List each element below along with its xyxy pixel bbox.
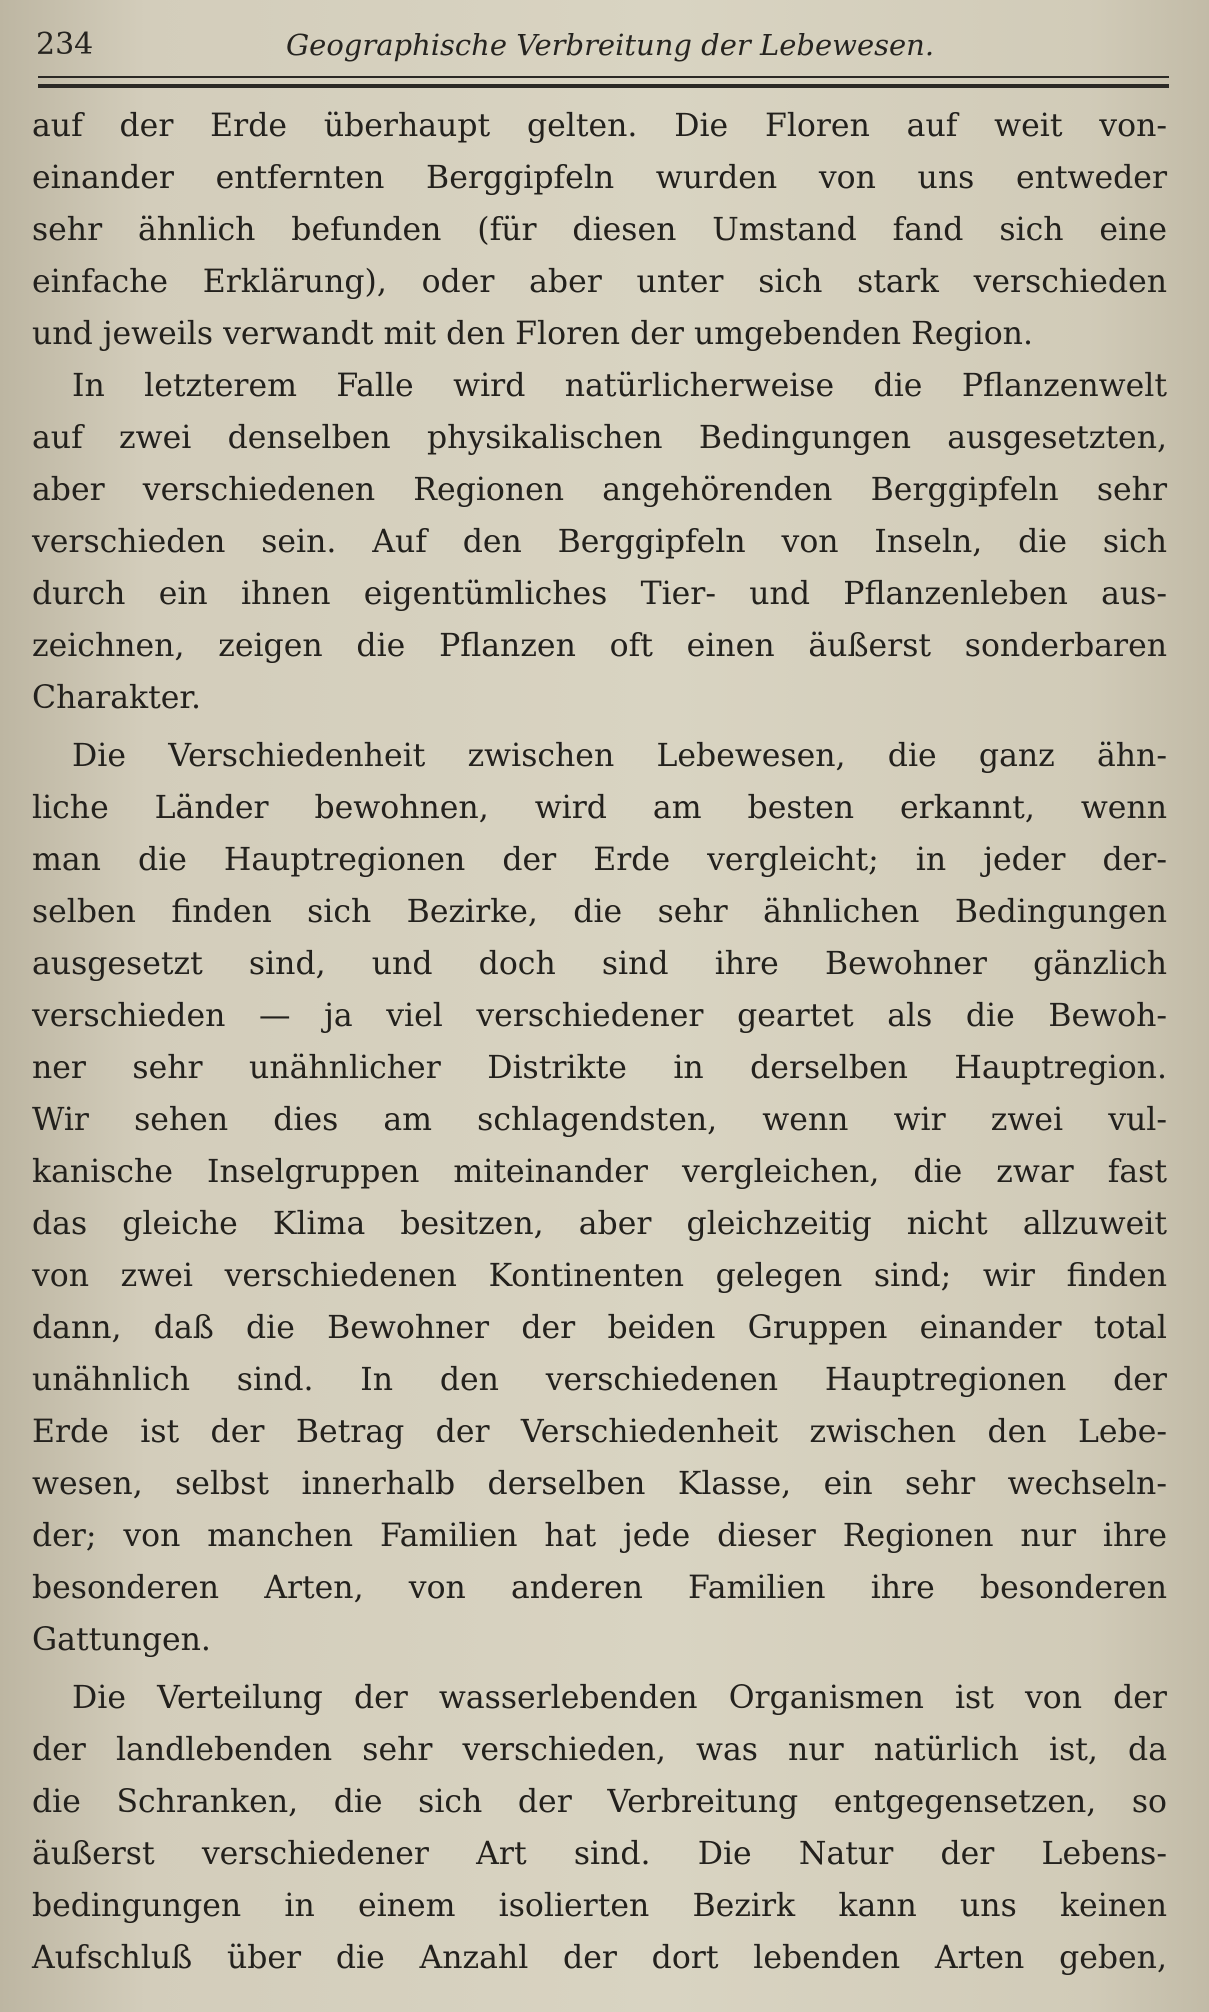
text-line: wesen, selbst innerhalb derselben Klasse, ein sehr wechseln- <box>32 1466 1167 1502</box>
text-line: einfache Erklärung), oder aber unter sich stark verschieden <box>32 264 1167 300</box>
text-line: Die Verteilung der wasserlebenden Organismen ist von der <box>72 1680 1167 1716</box>
text-line: selben finden sich Bezirke, die sehr ähnlichen Bedingungen <box>32 894 1167 930</box>
text-line: dann, daß die Bewohner der beiden Gruppen einander total <box>32 1310 1167 1346</box>
paragraph <box>32 360 1167 724</box>
text-line: Aufschluß über die Anzahl der dort lebenden Arten geben, <box>32 1940 1167 1976</box>
text-line: von zwei verschiedenen Kontinenten gelegen sind; wir finden <box>32 1258 1167 1294</box>
text-line: und jeweils verwandt mit den Floren der umgebenden Region. <box>32 316 1033 352</box>
page-header <box>36 20 1169 70</box>
text-line: Erde ist der Betrag der Verschiedenheit zwischen den Lebe- <box>32 1414 1167 1450</box>
header-rule-thin <box>38 76 1169 78</box>
text-line: sehr ähnlich befunden (für diesen Umstand fand sich eine <box>32 212 1167 248</box>
text-line: auf zwei denselben physikalischen Bedingungen ausgesetzten, <box>32 420 1167 456</box>
text-line: verschieden — ja viel verschiedener geartet als die Bewoh- <box>32 998 1167 1034</box>
text-line: durch ein ihnen eigentümliches Tier- und Pflanzenleben aus- <box>32 576 1167 612</box>
text-line: der landlebenden sehr verschieden, was nur natürlich ist, da <box>32 1732 1167 1768</box>
running-head: Geographische Verbreitung der Lebewesen. <box>286 28 935 62</box>
paragraph <box>32 730 1167 1666</box>
text-line: besonderen Arten, von anderen Familien ihre besonderen <box>32 1570 1167 1606</box>
text-line: Charakter. <box>32 680 202 716</box>
text-line: Die Verschiedenheit zwischen Lebewesen, die ganz ähn- <box>72 738 1167 774</box>
body-text <box>32 100 1167 1984</box>
header-rule-thick <box>38 84 1169 88</box>
text-line: äußerst verschiedener Art sind. Die Natur der Lebens- <box>32 1836 1167 1872</box>
text-line: Gattungen. <box>32 1622 211 1658</box>
text-line: auf der Erde überhaupt gelten. Die Floren auf weit von- <box>32 108 1167 144</box>
text-line: die Schranken, die sich der Verbreitung entgegensetzen, so <box>32 1784 1167 1820</box>
text-line: bedingungen in einem isolierten Bezirk kann uns keinen <box>32 1888 1167 1924</box>
text-line: einander entfernten Berggipfeln wurden von uns entweder <box>32 160 1167 196</box>
text-line: ner sehr unähnlicher Distrikte in derselben Hauptregion. <box>32 1050 1167 1086</box>
paragraph <box>32 1672 1167 1984</box>
text-line: In letzterem Falle wird natürlicherweise die Pflanzenwelt <box>72 368 1167 404</box>
text-line: ausgesetzt sind, und doch sind ihre Bewohner gänzlich <box>32 946 1167 982</box>
text-line: aber verschiedenen Regionen angehörenden Berggipfeln sehr <box>32 472 1167 508</box>
text-line: zeichnen, zeigen die Pflanzen oft einen äußerst sonderbaren <box>32 628 1167 664</box>
text-line: man die Hauptregionen der Erde vergleicht; in jeder der- <box>32 842 1167 878</box>
text-line: unähnlich sind. In den verschiedenen Hauptregionen der <box>32 1362 1167 1398</box>
text-line: der; von manchen Familien hat jede dieser Regionen nur ihre <box>32 1518 1167 1554</box>
text-line: das gleiche Klima besitzen, aber gleichzeitig nicht allzuweit <box>32 1206 1167 1242</box>
paragraph <box>32 100 1167 360</box>
text-line: liche Länder bewohnen, wird am besten erkannt, wenn <box>32 790 1167 826</box>
text-line: verschieden sein. Auf den Berggipfeln von Inseln, die sich <box>32 524 1167 560</box>
text-line: Wir sehen dies am schlagendsten, wenn wir zwei vul- <box>32 1102 1167 1138</box>
page-number: 234 <box>36 27 94 62</box>
text-line: kanische Inselgruppen miteinander vergleichen, die zwar fast <box>32 1154 1167 1190</box>
